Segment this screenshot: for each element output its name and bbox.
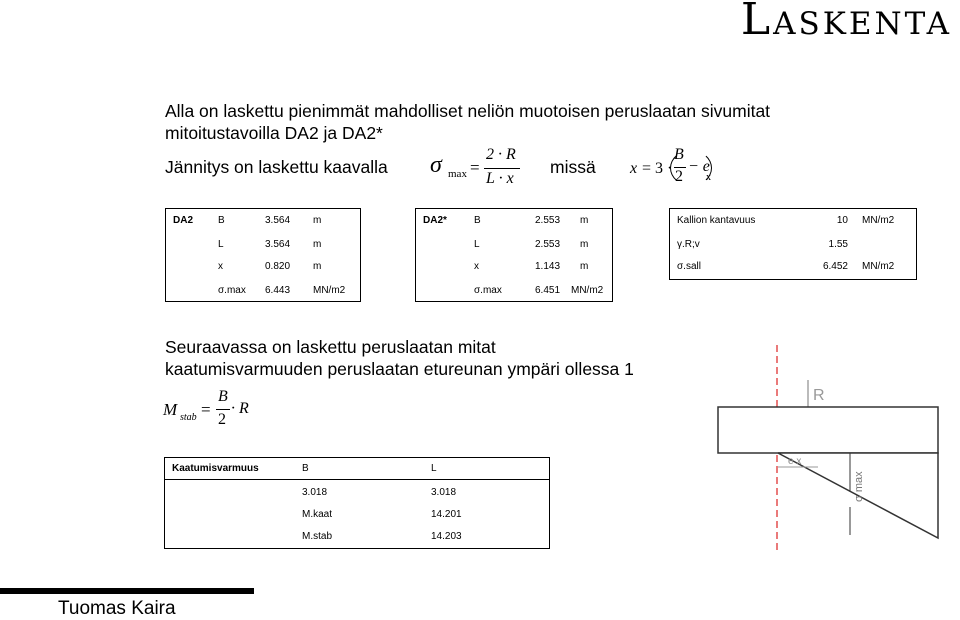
page-title: Laskenta [740, 0, 952, 45]
da2star-row-value: 1.143 [535, 261, 561, 272]
da2-row-key: x [218, 261, 223, 272]
da2star-row-unit: m [580, 261, 589, 272]
m-two: 2 [218, 411, 226, 428]
x-two: 2 [675, 168, 683, 185]
da2-row-value: 3.564 [265, 239, 291, 250]
da2star-row-unit: m [580, 239, 589, 250]
da2-row-unit: m [313, 215, 322, 226]
da2-row-unit: MN/m2 [313, 285, 346, 296]
x-eq: = 3 · [642, 160, 673, 177]
footer-rule [0, 588, 254, 594]
bearing-row-label: σ.sall [677, 261, 701, 272]
bearing-row-unit: MN/m2 [862, 261, 895, 272]
bearing-row-unit: MN/m2 [862, 215, 895, 226]
da2-row-key: L [218, 239, 224, 250]
bearing-row-label: Kallion kantavuus [677, 215, 756, 226]
overturn-cell: 14.201 [431, 509, 462, 520]
formula-label: Jännitys on laskettu kaavalla [165, 157, 388, 177]
intro-line-1: Alla on laskettu pienimmät mahdolliset neliön muotoisen peruslaatan sivumitat [165, 101, 771, 121]
da2-label: DA2 [173, 215, 194, 226]
x-symbol: x [630, 160, 638, 177]
bearing-row-value: 10 [836, 215, 848, 226]
overturn-header: B [302, 463, 309, 474]
bearing-row-label: γ.R;v [677, 239, 700, 250]
m-eq: = [201, 400, 211, 419]
overturn-cell: M.kaat [302, 509, 333, 520]
sigma-formula [430, 146, 530, 192]
da2star-row-unit: m [580, 215, 589, 226]
da2star-row-key: x [474, 261, 479, 272]
where-label: missä [550, 157, 596, 177]
bearing-table [669, 208, 917, 280]
bearing-row-value: 1.55 [828, 239, 848, 250]
da2star-row-key: B [474, 215, 481, 226]
da2-row-value: 3.564 [265, 215, 291, 226]
overturn-cell: 3.018 [302, 487, 328, 498]
author-name: Tuomas Kaira [58, 598, 176, 619]
ex-label: e x [788, 456, 802, 467]
x-minus-e: − e [688, 158, 710, 175]
bearing-row-value: 6.452 [822, 261, 848, 272]
m-R: · R [231, 400, 249, 417]
overturn-header: Kaatumisvarmuus [172, 463, 259, 474]
x-sub: x [706, 172, 711, 183]
overturn-table [164, 457, 550, 549]
sigma-num: 2 · R [486, 146, 516, 163]
overturn-divider [165, 479, 549, 480]
da2star-row-value: 2.553 [535, 215, 561, 226]
da2star-label: DA2* [423, 215, 447, 226]
da2star-row-unit: MN/m2 [571, 285, 604, 296]
da2-row-value: 6.443 [265, 285, 291, 296]
m-B: B [218, 388, 228, 405]
sigma-max-label: σ max [853, 471, 865, 502]
da2-row-unit: m [313, 261, 322, 272]
da2star-row-value: 2.553 [535, 239, 561, 250]
da2-row-key: σ.max [218, 285, 246, 296]
x-formula [630, 146, 720, 192]
sigma-den: L · x [486, 170, 514, 187]
load-label: R [813, 387, 825, 404]
sigma-eq: = [470, 158, 480, 177]
da2star-row-key: L [474, 239, 480, 250]
overturn-cell: M.stab [302, 531, 333, 542]
da2star-table [415, 208, 613, 302]
overturn-header: L [431, 463, 437, 474]
da2star-row-value: 6.451 [535, 285, 561, 296]
x-B: B [674, 146, 684, 163]
da2-row-unit: m [313, 239, 322, 250]
m-frac-line [216, 409, 230, 410]
da2-table [165, 208, 361, 302]
sigma-frac-line [484, 168, 520, 169]
mstab-formula [163, 386, 273, 434]
section2-line-2: kaatumisvarmuuden peruslaatan etureunan ympäri ollessa 1 [165, 359, 634, 379]
overturn-cell: 3.018 [431, 487, 457, 498]
overturn-cell: 14.203 [431, 531, 462, 542]
intro-line-2: mitoitustavoilla DA2 ja DA2* [165, 123, 383, 143]
foundation-diagram [710, 340, 950, 555]
m-symbol: M [163, 400, 178, 419]
m-sub: stab [180, 412, 197, 423]
section2-line-1: Seuraavassa on laskettu peruslaatan mitat [165, 337, 496, 357]
sigma-sub: max [448, 168, 467, 180]
da2star-row-key: σ.max [474, 285, 502, 296]
sigma-symbol: σ [430, 152, 442, 178]
da2-row-value: 0.820 [265, 261, 291, 272]
da2-row-key: B [218, 215, 225, 226]
foundation-slab [718, 407, 938, 453]
